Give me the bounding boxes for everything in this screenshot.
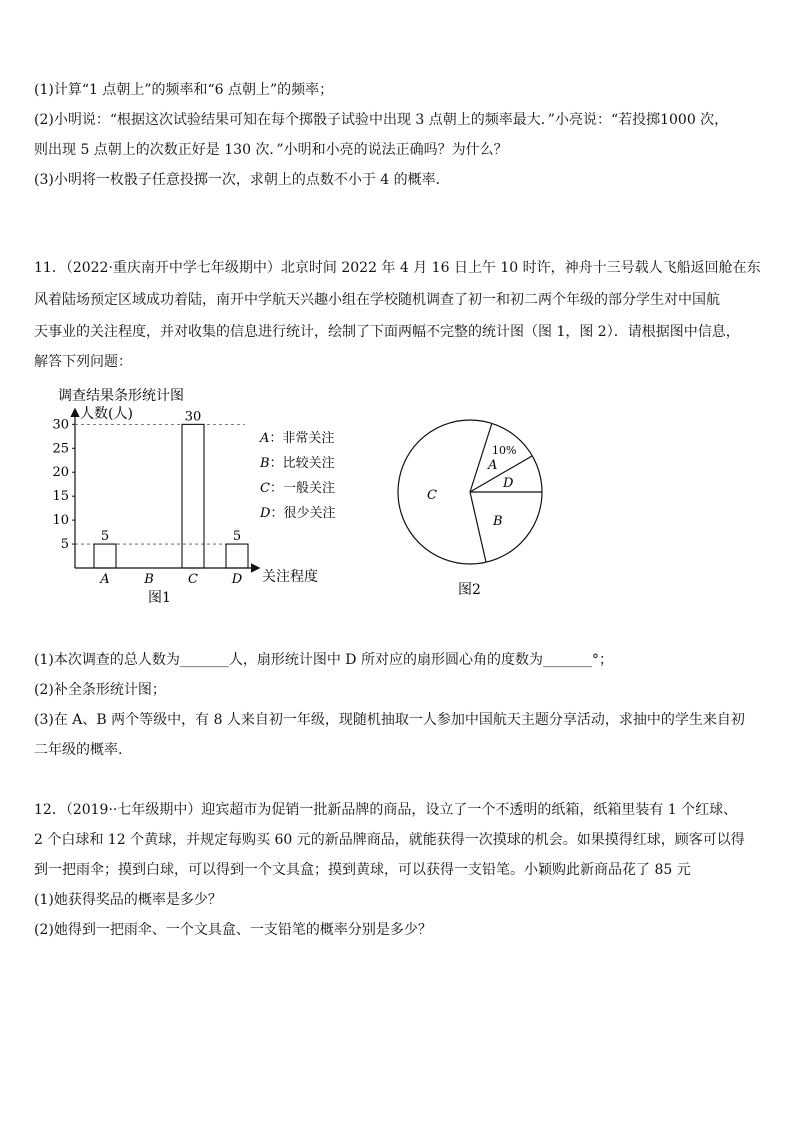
pie-label-a: A [488, 458, 498, 473]
legend-item: D：很少关注 [260, 506, 336, 521]
pie-chart-figure [380, 402, 570, 606]
pie-annotation-a: 10% [492, 444, 517, 457]
reference-lines [75, 424, 245, 544]
q12-line-3: 到一把雨伞；摸到白球，可以得到一个文具盒；摸到黄球，可以获得一支铅笔。小颖购此新商品花了 85 元 [34, 862, 691, 878]
pie-chart-svg [380, 402, 570, 602]
q11-line-4: 解答下列问题： [34, 354, 132, 370]
bar-value-label: 5 [232, 529, 242, 545]
pie-divider-b-c [470, 492, 486, 562]
legend-item: B：比较关注 [260, 456, 335, 471]
x-axis-label: 关注程度 [262, 569, 318, 585]
figure-2-caption: 图2 [458, 582, 481, 598]
pie-label-b: B [493, 514, 503, 529]
prev-part-2-cont: 则出现 5 点朝上的次数正好是 130 次．”小明和小亮的说法正确吗？为什么？ [34, 142, 508, 158]
bar-chart-figure [40, 382, 370, 616]
q11-sub-1: (1)本次调查的总人数为_______人，扇形统计图中 D 所对应的扇形圆心角的度数为_______°； [34, 652, 613, 668]
bar-A [94, 544, 116, 568]
figure-1-caption: 图1 [148, 590, 171, 606]
q11-line-2: 风着陆场预定区域成功着陆，南开中学航天兴趣小组在学校随机调查了初一和初二两个年级的部分学生对中国航 [34, 292, 720, 308]
q12-line-2: 2 个白球和 12 个黄球，并规定每购买 60 元的新品牌商品，就能获得一次摸球的机会。如果摸得红球，顾客可以得 [34, 832, 745, 848]
bars [94, 409, 248, 587]
q11-line-3: 天事业的关注程度，并对收集的信息进行统计，绘制了下面两幅不完整的统计图（图 1，图 2）．请根据图中信息， [34, 324, 740, 340]
q12-part-1: (1)她获得奖品的概率是多少？ [34, 892, 222, 908]
q12-line-1: 12．（2019··七年级期中）迎宾超市为促销一批新品牌的商品，设立了一个不透明的纸箱，纸箱里装有 1 个红球、 [34, 802, 738, 818]
bar-chart-title: 调查结果条形统计图 [58, 388, 184, 404]
q12-part-2: (2)她得到一把雨伞、一个文具盒、一支铅笔的概率分别是多少？ [34, 922, 432, 938]
legend-item: A：非常关注 [260, 431, 335, 446]
bar-C [182, 424, 204, 568]
x-tick-label: B [144, 572, 154, 587]
prev-part-2: (2)小明说：“根据这次试验结果可知在每个掷骰子试验中出现 3 点朝上的频率最大．”小亮说：“若投掷1000 次， [34, 112, 729, 128]
prev-part-1: (1)计算“1 点朝上”的频率和“6 点朝上”的频率； [34, 82, 334, 98]
x-tick-label: C [188, 572, 198, 587]
y-tick-label: 15 [52, 489, 69, 505]
x-tick-label: A [100, 572, 110, 587]
pie-label-d: D [503, 476, 514, 491]
x-tick-label: D [231, 572, 243, 587]
bar-value-label: 30 [184, 409, 202, 425]
y-ticks [52, 417, 75, 552]
q11-sub-2: (2)补全条形统计图； [34, 682, 166, 698]
q11-sub-3-cont: 二年级的概率. [34, 742, 123, 758]
y-tick-label: 10 [52, 513, 69, 529]
pie-label-c: C [427, 488, 437, 503]
y-tick-label: 5 [60, 537, 69, 553]
q11-sub-3: (3)在 A、B 两个等级中，有 8 人来自初一年级，现随机抽取一人参加中国航天主题分享活动，求抽中的学生来自初 [34, 712, 745, 728]
y-tick-label: 20 [52, 465, 69, 481]
bar-value-label: 5 [100, 529, 110, 545]
y-tick-label: 30 [52, 417, 69, 433]
y-axis-label: 人数(人) [80, 406, 133, 422]
bar-chart-svg [40, 382, 370, 612]
q11-line-1: 11．（2022·重庆南开中学七年级期中）北京时间 2022 年 4 月 16 日上午 10 时许，神舟十三号载人飞船返回舱在东 [34, 260, 761, 276]
bar-D [226, 544, 248, 568]
legend [259, 430, 335, 521]
prev-part-3: (3)小明将一枚骰子任意投掷一次，求朝上的点数不小于 4 的概率． [34, 172, 450, 188]
y-tick-label: 25 [52, 441, 69, 457]
legend-item: C：一般关注 [260, 481, 335, 496]
